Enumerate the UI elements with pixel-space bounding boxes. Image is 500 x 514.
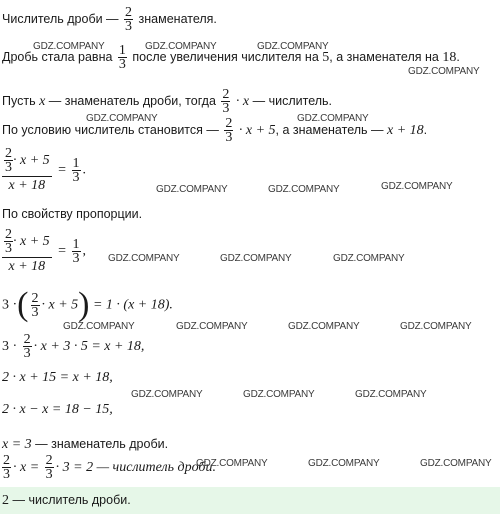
line-1 — [2, 6, 217, 33]
big-numerator — [2, 147, 52, 177]
text: По условию числитель становится — — [2, 122, 219, 137]
number: 18 — [442, 49, 457, 65]
watermark: GDZ.COMPANY — [257, 41, 329, 52]
numerator: 2 — [5, 227, 12, 242]
denominator: 3 — [225, 130, 233, 145]
numerator: 1 — [72, 155, 80, 171]
denominator: 3 — [118, 57, 126, 72]
numerator: 2 — [5, 146, 12, 161]
variable: x — [39, 93, 46, 109]
watermark: GDZ.COMPANY — [420, 458, 492, 469]
fraction — [31, 292, 40, 319]
text: знаменателя. — [138, 11, 217, 26]
watermark: GDZ.COMPANY — [220, 253, 292, 264]
numerator: 2 — [23, 332, 31, 347]
denominator: 3 — [5, 241, 12, 256]
watermark: GDZ.COMPANY — [297, 113, 369, 124]
equals: = — [58, 162, 67, 178]
big-denominator: x + 18 — [8, 259, 46, 274]
expression: · 3 = 2 — числитель дроби. — [55, 459, 216, 475]
expression: x + 18 — [387, 122, 424, 138]
expression: = 1 · (x + 18). — [92, 297, 173, 313]
denominator: 3 — [5, 160, 12, 175]
expression: · x + 5 — [13, 233, 50, 249]
denominator: 3 — [23, 346, 31, 361]
punct: , — [82, 243, 87, 259]
line-9 — [2, 333, 144, 360]
fraction — [45, 454, 54, 481]
line-7 — [2, 228, 86, 274]
numerator: 2 — [31, 290, 39, 306]
denominator: 3 — [72, 169, 80, 185]
numerator: 2 — [125, 5, 133, 20]
denominator: 3 — [72, 250, 80, 266]
text: . — [456, 49, 460, 64]
line-8 — [2, 286, 173, 323]
watermark: GDZ.COMPANY — [33, 41, 105, 52]
expression: · x — [235, 93, 250, 109]
big-numerator — [2, 228, 52, 258]
answer-value: 2 — [2, 493, 9, 508]
text: , а знаменателя на — [329, 49, 439, 64]
answer-text: — числитель дроби. — [12, 493, 131, 507]
denominator: 3 — [45, 467, 53, 482]
watermark: GDZ.COMPANY — [63, 321, 135, 332]
watermark: GDZ.COMPANY — [196, 458, 268, 469]
watermark: GDZ.COMPANY — [176, 321, 248, 332]
answer-highlight — [0, 487, 500, 514]
watermark: GDZ.COMPANY — [408, 66, 480, 77]
equation: x = 3 — [2, 437, 32, 452]
watermark: GDZ.COMPANY — [333, 253, 405, 264]
paren-close: ) — [78, 286, 90, 323]
line-13 — [2, 454, 216, 481]
fraction — [221, 88, 230, 115]
text: . — [423, 122, 428, 137]
punct: . — [82, 162, 87, 178]
watermark: GDZ.COMPANY — [131, 389, 203, 400]
line-11: 2 · x − x = 18 − 15, — [2, 402, 113, 417]
text: Дробь стала равна — [2, 49, 113, 64]
expression: · x + 5 — [41, 297, 79, 313]
equals: = — [58, 243, 67, 259]
text: — знаменатель дроби, тогда — [48, 93, 216, 108]
text: после увеличения числителя на — [132, 49, 319, 64]
numerator: 2 — [225, 116, 233, 131]
fraction — [124, 6, 133, 33]
answer-line — [2, 492, 131, 509]
fraction — [72, 238, 81, 265]
line-3 — [2, 88, 332, 115]
denominator: 3 — [125, 19, 133, 34]
numerator: 1 — [72, 236, 80, 252]
big-fraction — [2, 228, 52, 274]
line-12 — [2, 436, 168, 453]
text: Числитель дроби — — [2, 11, 119, 26]
watermark: GDZ.COMPANY — [268, 184, 340, 195]
watermark: GDZ.COMPANY — [108, 253, 180, 264]
numerator: 2 — [222, 87, 230, 102]
watermark: GDZ.COMPANY — [243, 389, 315, 400]
denominator: 3 — [222, 101, 230, 116]
fraction — [4, 228, 13, 255]
big-fraction — [2, 147, 52, 193]
text: По свойству пропорции. — [2, 207, 143, 221]
numerator: 1 — [118, 43, 126, 58]
line-10: 2 · x + 15 = x + 18, — [2, 370, 113, 385]
watermark: GDZ.COMPANY — [381, 181, 453, 192]
expression: · x + 5 — [238, 122, 276, 138]
fraction — [118, 44, 127, 71]
numerator: 2 — [45, 453, 53, 468]
text: , а знаменатель — — [275, 122, 384, 137]
text: — знаменатель дроби. — [35, 437, 169, 451]
fraction — [2, 454, 11, 481]
text: — числитель. — [252, 93, 333, 108]
expression: · x + 3 · 5 = x + 18, — [33, 338, 145, 354]
expression: · x = — [13, 459, 40, 475]
line-6 — [2, 206, 142, 222]
big-denominator: x + 18 — [8, 178, 46, 193]
watermark: GDZ.COMPANY — [156, 184, 228, 195]
watermark: GDZ.COMPANY — [308, 458, 380, 469]
expression: · x + 5 — [13, 152, 50, 168]
expression: 3 · — [2, 338, 18, 354]
paren-open: ( — [17, 286, 29, 323]
watermark: GDZ.COMPANY — [86, 113, 158, 124]
expression: 3 · — [2, 297, 18, 313]
denominator: 3 — [31, 304, 39, 320]
watermark: GDZ.COMPANY — [288, 321, 360, 332]
fraction — [23, 333, 32, 360]
fraction — [4, 147, 13, 174]
watermark: GDZ.COMPANY — [145, 41, 217, 52]
watermark: GDZ.COMPANY — [400, 321, 472, 332]
fraction — [224, 117, 233, 144]
denominator: 3 — [3, 467, 10, 482]
number: 5 — [322, 49, 330, 65]
text: Пусть — [2, 93, 36, 108]
watermark: GDZ.COMPANY — [355, 389, 427, 400]
line-5 — [2, 147, 86, 193]
numerator: 2 — [3, 453, 10, 468]
fraction — [72, 157, 81, 184]
